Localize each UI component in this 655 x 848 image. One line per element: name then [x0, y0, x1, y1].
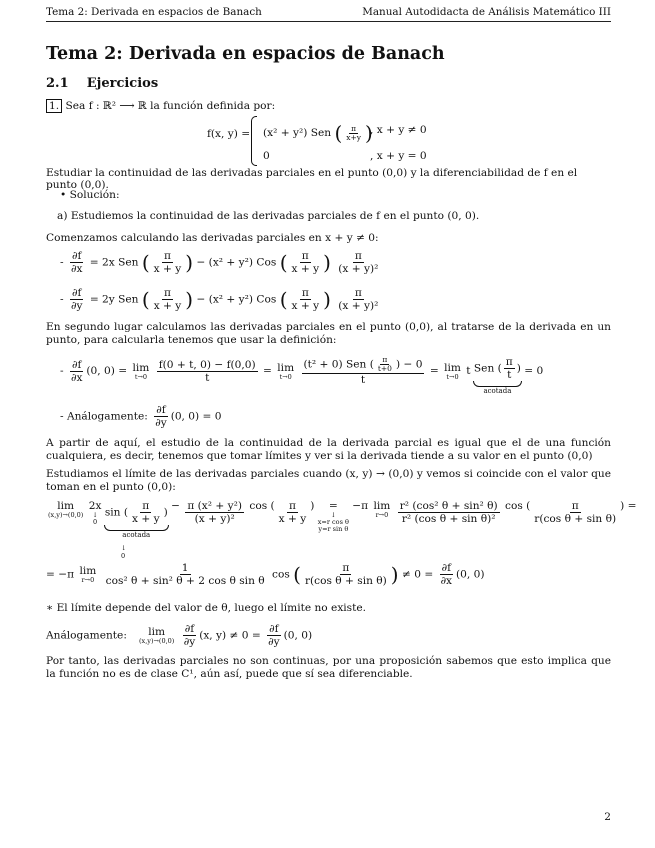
page-title: Tema 2: Derivada en espacios de Banach: [46, 44, 445, 64]
statement: Estudiar la continuidad de las derivadas parciales en el punto (0,0) y la diferenciabilidad de f en el punto (0,0).: [46, 167, 578, 191]
from-here-text: A partir de aquí, el estudio de la continuidad de la derivada parcial es igual que el de una función cualquiera, es decir, tenemos que tomar límites y ver si la derivada tiende a su valor en el punto (0,0): [46, 437, 611, 462]
note: ∗ El límite depende del valor de θ, luego el límite no existe.: [46, 602, 367, 614]
dfdx-line: - $\frac{\partial f}{\partial x}$ = 2x Sen ( $\frac{\pi}{x + y}$ ) − (x² + y²) Cos ( $\frac{\pi}{x + y}$ ) $\frac{\pi}{\text{(x + y)²}}$: [60, 250, 379, 275]
case-2: 0: [263, 150, 270, 162]
limit-line-1: lim (x,y)→(0,0) 2x ↓ 0 sin ( $\frac{\pi}{x + y}$ ) acotada − $\frac{\text{π (x² + y²)}}{\text{(x + y)²}}$ cos ( $\frac{\pi}{x + y}$ ) = ↓ x=r cos θ y=r sin θ −π lim r→0 $\frac{\text{r² (cos² θ + sin² θ)}}{\text{r² (cos θ + sin θ)²}}$ cos ( $\frac{\pi}{\text{r(cos θ + sin θ)}}$ ) =: [48, 500, 637, 539]
underbrace-sin: sin ( $\frac{\pi}{x + y}$ ) acotada: [104, 500, 168, 539]
page-number: 2: [604, 811, 611, 823]
study-limit-text: Estudiamos el límite de las derivadas parciales cuando (x, y) → (0,0) y vemos si coincide con el valor que toman en el punto (0,0):: [46, 468, 611, 493]
header-right: Manual Autodidacta de Análisis Matemático III: [362, 6, 611, 18]
section-heading: 2.1 Ejercicios: [46, 76, 159, 91]
case-2-condition: , x + y = 0: [370, 150, 427, 162]
underbrace-arrow: ↓: [121, 544, 127, 552]
underbrace-zero: 0: [121, 552, 126, 560]
part-a: a) Estudiemos la continuidad de las derivadas parciales de f en el punto (0, 0).: [57, 210, 480, 222]
conclusion: Por tanto, las derivadas parciales no son continuas, por una proposición sabemos que esto implica que la función no es de clase C¹, aún así, puede que sí sea diferenciable.: [46, 655, 611, 680]
solution-label: • Solución:: [60, 189, 120, 201]
case-1: (x² + y²) Sen ( $\frac{\pi}{x+y}$ ): [263, 121, 373, 145]
analog-1: - Análogamente: $\frac{\partial f}{\partial y}$ (0, 0) = 0: [60, 404, 222, 429]
exercise-intro-text: Sea f : ℝ² ⟶ ℝ la función definida por:: [65, 100, 276, 112]
function-lhs: f(x, y) =: [207, 128, 251, 140]
exercise-number: 1.: [46, 99, 62, 113]
second-place-text: En segundo lugar calculamos las derivadas parciales en el punto (0,0), al tratarse de la derivada en un punto, para calcularla tenemos que usar la definición:: [46, 321, 611, 346]
limit-line-2: = −π lim r→0 $\frac{1}{\text{cos² θ + sin² θ + 2 cos θ sin θ}}$ cos ( $\frac{\pi}{\text{r(cos θ + sin θ)}}$ ) ≠ 0 = $\frac{\partial f}{\partial x}$ (0, 0): [46, 562, 485, 587]
header-left: Tema 2: Derivada en espacios de Banach: [46, 6, 262, 18]
definition-line: - $\frac{\partial f}{\partial x}$ (0, 0) = lim t→0 $\frac{f(0 + t, 0) - f(0,0)}{t}$ = lim t→0 (t² + 0) Sen ( $\frac{\pi}{t+0}$ ) − 0 t = lim t→0 t Sen ( $\frac{\pi}{t}$ ) acotada = 0: [60, 355, 544, 395]
case-1-frac-num: π: [351, 123, 357, 133]
start-calc: Comenzamos calculando las derivadas parciales en x + y ≠ 0:: [46, 232, 379, 244]
analog-2: Análogamente: lim (x,y)→(0,0) $\frac{\partial f}{\partial y}$ (x, y) ≠ 0 = $\frac{\partial f}{\partial y}$ (0, 0): [46, 623, 313, 648]
case-1-expr: (x² + y²) Sen: [263, 127, 332, 139]
cases-brace: [251, 116, 257, 166]
underbrace-acotada: Sen ( $\frac{\pi}{t}$ ) acotada: [473, 356, 521, 395]
exercise-intro: [46, 99, 275, 113]
case-1-frac-den: x+y: [346, 132, 362, 142]
running-header: [46, 6, 611, 22]
case-1-condition: , x + y ≠ 0: [370, 124, 427, 136]
dfdy-line: - $\frac{\partial f}{\partial y}$ = 2y Sen ( $\frac{\pi}{x + y}$ ) − (x² + y²) Cos ( $\frac{\pi}{x + y}$ ) $\frac{\pi}{\text{(x + y)²}}$: [60, 287, 379, 312]
